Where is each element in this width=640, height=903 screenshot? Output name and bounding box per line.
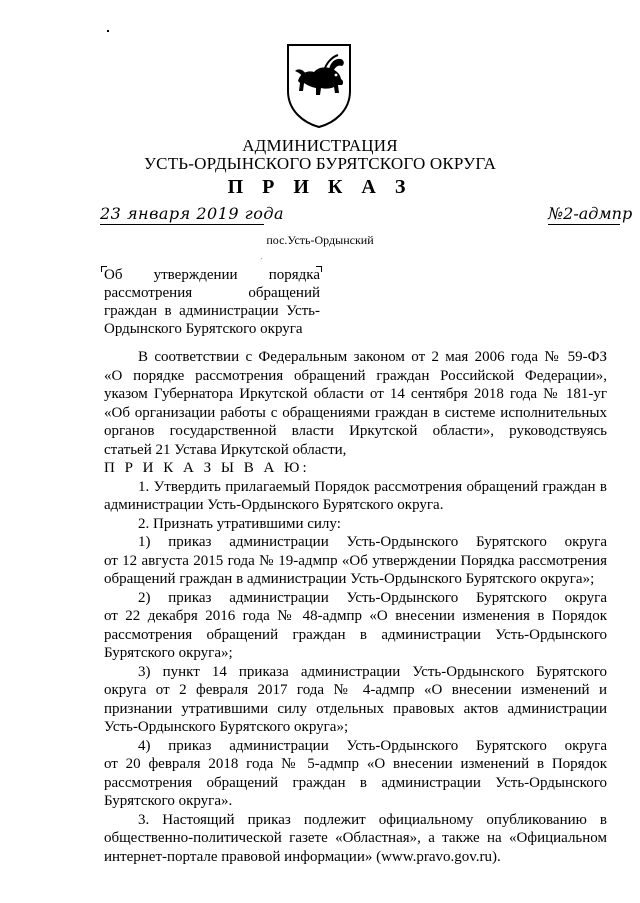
body-line: 3) пункт 14 приказа администрации Усть-Ордынского Бурятского <box>138 663 607 680</box>
subject-line: граждан в администрации Усть- <box>104 303 320 319</box>
coat-of-arms-icon <box>284 41 354 129</box>
subject-line: Ордынского Бурятского округа <box>104 321 303 337</box>
body-line: рассмотрения обращений граждан в администрации Усть-Ордынского <box>104 626 607 643</box>
decree-heading: П Р И К А З Ы В А Ю: <box>104 460 310 476</box>
body-line: Бурятского округа»; <box>104 645 233 661</box>
body-line: интернет-портале правовой информации» (www.pravo.gov.ru). <box>104 848 501 865</box>
body-line: 2. Признать утратившими силу: <box>138 515 341 532</box>
body-line: 1. Утвердить прилагаемый Порядок рассмотрения обращений граждан в <box>138 478 607 495</box>
document-subject <box>104 266 320 338</box>
body-line: органов государственной власти Иркутской области», руководствуясь <box>104 423 607 439</box>
body-line: «Об организации работы с обращениями граждан в системе исполнительных <box>104 404 607 421</box>
organization-name-line2: УСТЬ-ОРДЫНСКОГО БУРЯТСКОГО ОКРУГА <box>143 154 497 173</box>
number-underline <box>548 224 620 225</box>
body-line: Бурятского округа». <box>104 793 233 809</box>
body-line: указом Губернатора Иркутской области от 14 сентября 2018 года № 181-уг <box>104 386 607 402</box>
body-line: признании утратившими силу отдельных правовых актов администрации <box>104 700 607 717</box>
subject-line: рассмотрения обращений <box>104 285 320 301</box>
body-line: от 22 декабря 2016 года № 48-адмпр «О внесении изменения в Порядок <box>104 608 607 624</box>
body-line: «О порядке рассмотрения обращений граждан Российской Федерации», <box>104 367 607 384</box>
body-line: рассмотрения обращений граждан в администрации Усть-Ордынского <box>104 774 607 791</box>
scan-mark: ˊ <box>260 257 263 266</box>
body-line: 3. Настоящий приказ подлежит официальному опубликованию в <box>138 811 607 828</box>
place-of-issue: пос.Усть-Ордынский <box>266 233 374 247</box>
body-line: округа от 2 февраля 2017 года № 4-адмпр «О внесении изменений и <box>104 682 607 698</box>
body-line: общественно-политической газете «Областная», а также на «Официальном <box>104 830 607 846</box>
body-line: 4) приказ администрации Усть-Ордынского Бурятского округа <box>138 737 607 754</box>
handwritten-date: 23 января 2019 года <box>100 204 285 223</box>
body-line: администрации Усть-Ордынского Бурятского округа. <box>104 497 444 513</box>
body-line: статьей 21 Устава Иркутской области, <box>104 441 347 458</box>
body-line: от 12 августа 2015 года № 19-адмпр «Об утверждении Порядка рассмотрения <box>104 552 607 569</box>
organization-name-line1: АДМИНИСТРАЦИЯ <box>242 136 398 155</box>
body-line: Усть-Ордынского Бурятского округа»; <box>104 719 349 735</box>
subject-line: Об утверждении порядка <box>104 267 320 283</box>
document-body <box>104 348 607 866</box>
body-line: В соответствии с Федеральным законом от 2 мая 2006 года № 59-ФЗ <box>138 349 607 365</box>
date-underline <box>100 224 264 225</box>
body-line: обращений граждан в администрации Усть-Ордынского Бурятского округа»; <box>104 571 595 587</box>
body-line: 1) приказ администрации Усть-Ордынского Бурятского округа <box>138 534 607 550</box>
body-line: от 20 февраля 2018 года № 5-адмпр «О внесении изменений в Порядок <box>104 756 607 772</box>
scan-speck <box>107 30 109 32</box>
document-title: П Р И К А З <box>227 176 413 198</box>
handwritten-number: №2-адмпр <box>548 204 633 223</box>
body-line: 2) приказ администрации Усть-Ордынского Бурятского округа <box>138 589 607 606</box>
